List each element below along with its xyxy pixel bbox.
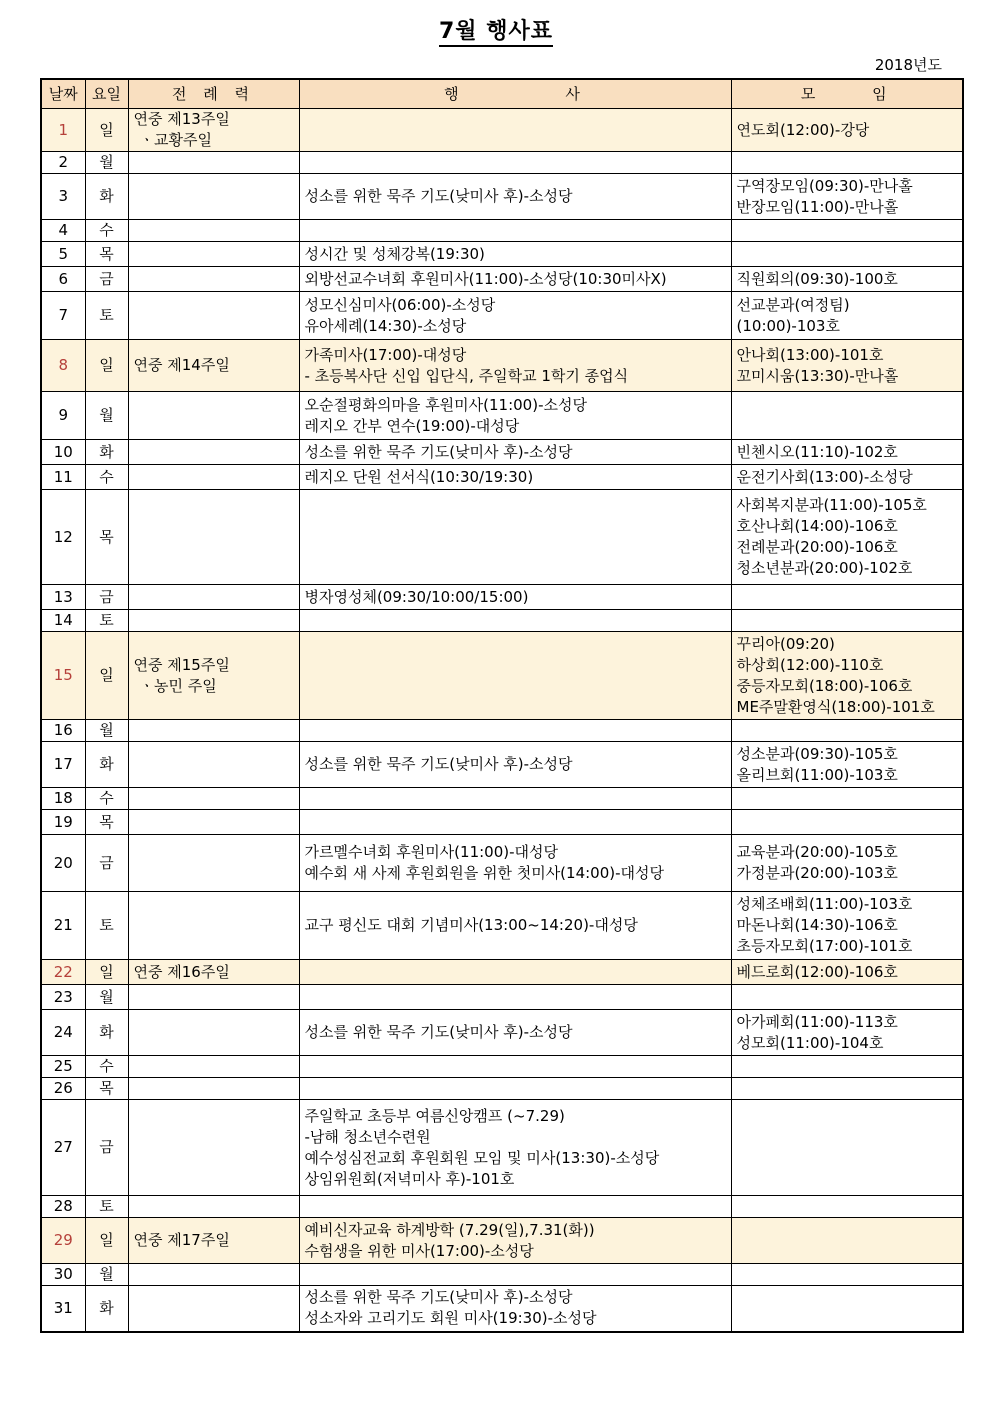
events-cell [299, 632, 731, 720]
table-row [41, 1196, 963, 1218]
day-cell: 월 [85, 985, 128, 1010]
date-cell: 6 [41, 267, 85, 292]
date-cell: 19 [41, 810, 85, 835]
events-cell [299, 292, 731, 340]
liturgy-cell [128, 632, 299, 720]
meetings-cell [731, 720, 963, 742]
date-cell: 4 [41, 220, 85, 242]
date-cell: 31 [41, 1286, 85, 1332]
events-cell [299, 242, 731, 267]
table-row [41, 610, 963, 632]
events-line: 주일학교 초등부 여름신앙캠프 (~7.29) [304, 1106, 565, 1125]
meetings-cell [731, 465, 963, 490]
table-row [41, 632, 963, 720]
date-cell: 25 [41, 1056, 85, 1078]
events-cell [299, 892, 731, 960]
liturgy-cell [128, 1196, 299, 1218]
events-cell [299, 1196, 731, 1218]
liturgy-cell [128, 1100, 299, 1196]
meetings-line: 빈첸시오(11:10)-102호 [736, 442, 898, 461]
date-cell: 29 [41, 1218, 85, 1264]
events-line: 성소를 위한 묵주 기도(낮미사 후)-소성당 [304, 755, 573, 773]
date-cell: 18 [41, 788, 85, 810]
table-row [41, 152, 963, 174]
meetings-line: 초등자모회(17:00)-101호 [736, 937, 913, 955]
day-cell: 금 [85, 1100, 128, 1196]
table-header-row [41, 79, 963, 109]
meetings-cell [731, 174, 963, 220]
events-line: 성소를 위한 묵주 기도(낮미사 후)-소성당 [304, 1288, 573, 1307]
meetings-line: 베드로회(12:00)-106호 [736, 962, 898, 981]
header-liturgy: 전 례 력 [128, 79, 299, 109]
events-line: 예수회 새 사제 후원회원을 위한 첫미사(14:00)-대성당 [304, 864, 664, 882]
day-cell: 수 [85, 1056, 128, 1078]
date-cell: 13 [41, 585, 85, 610]
meetings-line: 성체조배회(11:00)-103호 [736, 895, 913, 913]
liturgy-cell [128, 267, 299, 292]
meetings-cell [731, 1100, 963, 1196]
table-row [41, 340, 963, 392]
day-cell: 일 [85, 340, 128, 392]
date-cell: 22 [41, 960, 85, 985]
meetings-line: 성모회(11:00)-104호 [736, 1033, 884, 1052]
meetings-line: 중등자모회(18:00)-106호 [736, 676, 913, 695]
meetings-cell [731, 985, 963, 1010]
liturgy-cell [128, 220, 299, 242]
header-day: 요일 [85, 79, 128, 109]
liturgy-cell [128, 742, 299, 788]
meetings-cell [731, 892, 963, 960]
day-cell: 수 [85, 788, 128, 810]
date-cell: 21 [41, 892, 85, 960]
events-cell [299, 610, 731, 632]
table-row [41, 892, 963, 960]
meetings-cell [731, 632, 963, 720]
date-cell: 24 [41, 1010, 85, 1056]
events-cell [299, 152, 731, 174]
date-cell: 26 [41, 1078, 85, 1100]
table-row [41, 292, 963, 340]
meetings-line: 반장모임(11:00)-만나홀 [736, 197, 899, 216]
meetings-cell [731, 392, 963, 440]
events-line: 예수성심전교회 후원회원 모임 및 미사(13:30)-소성당 [304, 1148, 660, 1167]
events-cell [299, 742, 731, 788]
date-cell: 2 [41, 152, 85, 174]
table-row [41, 490, 963, 585]
table-row [41, 788, 963, 810]
meetings-line: 마돈나회(14:30)-106호 [736, 916, 898, 934]
table-row [41, 267, 963, 292]
meetings-cell [731, 440, 963, 465]
events-line: 가르멜수녀회 후원미사(11:00)-대성당 [304, 843, 558, 861]
meetings-line: 안나회(13:00)-101호 [736, 345, 884, 364]
day-cell: 수 [85, 465, 128, 490]
meetings-cell [731, 490, 963, 585]
liturgy-cell [128, 242, 299, 267]
liturgy-cell [128, 465, 299, 490]
events-line: 성소를 위한 묵주 기도(낮미사 후)-소성당 [304, 442, 573, 461]
liturgy-cell [128, 835, 299, 892]
date-cell: 16 [41, 720, 85, 742]
liturgy-cell [128, 1056, 299, 1078]
liturgy-cell [128, 810, 299, 835]
events-cell [299, 392, 731, 440]
meetings-line: 청소년분과(20:00)-102호 [736, 559, 913, 577]
events-cell [299, 1264, 731, 1286]
meetings-line: 선교분과(여정팀) [736, 295, 850, 314]
liturgy-cell [128, 1010, 299, 1056]
meetings-cell [731, 1264, 963, 1286]
header-events: 행 사 [299, 79, 731, 109]
meetings-cell [731, 292, 963, 340]
meetings-cell [731, 1056, 963, 1078]
events-cell [299, 1218, 731, 1264]
day-cell: 목 [85, 242, 128, 267]
table-row [41, 1286, 963, 1332]
date-cell: 8 [41, 340, 85, 392]
meetings-line: 꼬미시움(13:30)-만나홀 [736, 366, 899, 385]
date-cell: 28 [41, 1196, 85, 1218]
liturgy-cell [128, 1286, 299, 1332]
day-cell: 토 [85, 610, 128, 632]
date-cell: 11 [41, 465, 85, 490]
liturgy-line: 연중 제14주일 [133, 356, 230, 374]
events-line: 성소를 위한 묵주 기도(낮미사 후)-소성당 [304, 187, 573, 205]
meetings-cell [731, 1218, 963, 1264]
meetings-cell [731, 109, 963, 152]
table-row [41, 985, 963, 1010]
schedule-table [40, 78, 964, 1333]
table-row [41, 720, 963, 742]
meetings-cell [731, 1286, 963, 1332]
meetings-cell [731, 960, 963, 985]
meetings-cell [731, 1010, 963, 1056]
liturgy-cell [128, 109, 299, 152]
events-line: 가족미사(17:00)-대성당 [304, 345, 467, 364]
events-line: 상임위원회(저녁미사 후)-101호 [304, 1169, 515, 1188]
day-cell: 토 [85, 892, 128, 960]
day-cell: 월 [85, 1264, 128, 1286]
meetings-line: 하상회(12:00)-110호 [736, 655, 884, 674]
events-cell [299, 109, 731, 152]
events-cell [299, 465, 731, 490]
day-cell: 토 [85, 292, 128, 340]
liturgy-line: ㆍ교황주일 [139, 131, 212, 149]
table-row [41, 835, 963, 892]
table-row [41, 174, 963, 220]
meetings-line: 아가페회(11:00)-113호 [736, 1012, 898, 1031]
events-cell [299, 340, 731, 392]
liturgy-cell [128, 960, 299, 985]
day-cell: 수 [85, 220, 128, 242]
day-cell: 목 [85, 490, 128, 585]
meetings-cell [731, 1196, 963, 1218]
liturgy-line: 연중 제16주일 [133, 962, 230, 981]
table-row [41, 440, 963, 465]
events-line: 레지오 간부 연수(19:00)-대성당 [304, 416, 520, 435]
table-row [41, 1100, 963, 1196]
meetings-line: ME주말환영식(18:00)-101호 [736, 697, 935, 716]
events-cell [299, 174, 731, 220]
table-row [41, 960, 963, 985]
events-line: 성소를 위한 묵주 기도(낮미사 후)-소성당 [304, 1023, 573, 1041]
day-cell: 금 [85, 585, 128, 610]
meetings-line: 성소분과(09:30)-105호 [736, 744, 898, 763]
events-line: 오순절평화의마을 후원미사(11:00)-소성당 [304, 395, 587, 414]
events-line: - 초등복사단 신입 입단식, 주일학교 1학기 종업식 [304, 366, 629, 385]
day-cell: 월 [85, 720, 128, 742]
events-line: 성소자와 고리기도 회원 미사(19:30)-소성당 [304, 1309, 597, 1328]
day-cell: 화 [85, 742, 128, 788]
events-cell [299, 267, 731, 292]
header-date: 날짜 [41, 79, 85, 109]
year-label: 2018년도 [874, 56, 942, 74]
table-row [41, 109, 963, 152]
events-line: 레지오 단원 선서식(10:30/19:30) [304, 467, 534, 486]
day-cell: 목 [85, 810, 128, 835]
events-line: 예비신자교육 하계방학 (7.29(일),7.31(화)) [304, 1220, 595, 1239]
day-cell: 일 [85, 632, 128, 720]
meetings-cell [731, 835, 963, 892]
meetings-cell [731, 340, 963, 392]
date-cell: 10 [41, 440, 85, 465]
table-row [41, 242, 963, 267]
table-row [41, 392, 963, 440]
events-cell [299, 440, 731, 465]
date-cell: 7 [41, 292, 85, 340]
header-meetings: 모 임 [731, 79, 963, 109]
date-cell: 3 [41, 174, 85, 220]
meetings-cell [731, 242, 963, 267]
date-cell: 17 [41, 742, 85, 788]
events-cell [299, 490, 731, 585]
liturgy-cell [128, 152, 299, 174]
events-cell [299, 835, 731, 892]
table-row [41, 742, 963, 788]
events-cell [299, 720, 731, 742]
day-cell: 월 [85, 152, 128, 174]
liturgy-cell [128, 985, 299, 1010]
events-line: 교구 평신도 대회 기념미사(13:00~14:20)-대성당 [304, 916, 638, 934]
meetings-line: 호산나회(14:00)-106호 [736, 517, 898, 535]
events-cell [299, 585, 731, 610]
meetings-cell [731, 788, 963, 810]
table-row [41, 1010, 963, 1056]
events-cell [299, 1078, 731, 1100]
meetings-line: 교육분과(20:00)-105호 [736, 843, 898, 861]
day-cell: 월 [85, 392, 128, 440]
day-cell: 화 [85, 440, 128, 465]
meetings-cell [731, 810, 963, 835]
meetings-line: 전례분과(20:00)-106호 [736, 538, 898, 556]
events-cell [299, 220, 731, 242]
events-line: 외방선교수녀회 후원미사(11:00)-소성당(10:30미사X) [304, 269, 667, 288]
events-line: 성모신심미사(06:00)-소성당 [304, 295, 496, 314]
liturgy-cell [128, 292, 299, 340]
date-cell: 12 [41, 490, 85, 585]
events-line: 병자영성체(09:30/10:00/15:00) [304, 587, 529, 606]
day-cell: 금 [85, 835, 128, 892]
meetings-line: 올리브회(11:00)-103호 [736, 765, 898, 784]
date-cell: 5 [41, 242, 85, 267]
liturgy-line: 연중 제13주일 [133, 110, 230, 128]
events-cell [299, 788, 731, 810]
liturgy-cell [128, 1078, 299, 1100]
meetings-cell [731, 585, 963, 610]
liturgy-cell [128, 788, 299, 810]
events-line: -남해 청소년수련원 [304, 1127, 431, 1146]
meetings-cell [731, 610, 963, 632]
day-cell: 일 [85, 1218, 128, 1264]
liturgy-cell [128, 490, 299, 585]
liturgy-cell [128, 892, 299, 960]
day-cell: 화 [85, 1286, 128, 1332]
events-cell [299, 810, 731, 835]
liturgy-cell [128, 340, 299, 392]
liturgy-cell [128, 1218, 299, 1264]
events-cell [299, 1100, 731, 1196]
events-cell [299, 960, 731, 985]
table-row [41, 1218, 963, 1264]
table-row [41, 1056, 963, 1078]
table-row [41, 220, 963, 242]
liturgy-cell [128, 720, 299, 742]
liturgy-cell [128, 440, 299, 465]
meetings-cell [731, 1078, 963, 1100]
liturgy-cell [128, 1264, 299, 1286]
day-cell: 금 [85, 267, 128, 292]
liturgy-cell [128, 392, 299, 440]
meetings-cell [731, 742, 963, 788]
meetings-line: 꾸리아(09:20) [736, 634, 835, 653]
meetings-line: 구역장모임(09:30)-만나홀 [736, 176, 913, 195]
day-cell: 일 [85, 960, 128, 985]
events-cell [299, 1286, 731, 1332]
date-cell: 23 [41, 985, 85, 1010]
table-row [41, 810, 963, 835]
day-cell: 목 [85, 1078, 128, 1100]
meetings-line: 운전기사회(13:00)-소성당 [736, 467, 913, 486]
table-row [41, 585, 963, 610]
liturgy-cell [128, 174, 299, 220]
liturgy-line: 연중 제17주일 [133, 1231, 230, 1249]
events-cell [299, 985, 731, 1010]
events-line: 유아세례(14:30)-소성당 [304, 316, 467, 335]
liturgy-cell [128, 610, 299, 632]
date-cell: 15 [41, 632, 85, 720]
date-cell: 9 [41, 392, 85, 440]
meetings-line: (10:00)-103호 [736, 316, 840, 335]
date-cell: 1 [41, 109, 85, 152]
date-cell: 27 [41, 1100, 85, 1196]
table-row [41, 465, 963, 490]
events-line: 성시간 및 성체강복(19:30) [304, 244, 485, 263]
liturgy-cell [128, 585, 299, 610]
meetings-line: 연도회(12:00)-강당 [736, 120, 870, 139]
meetings-line: 직원회의(09:30)-100호 [736, 269, 898, 288]
day-cell: 일 [85, 109, 128, 152]
table-row [41, 1078, 963, 1100]
liturgy-line: ㆍ농민 주일 [139, 676, 217, 695]
meetings-cell [731, 220, 963, 242]
meetings-cell [731, 267, 963, 292]
page-title-text: 7월 행사표 [439, 19, 553, 47]
date-cell: 30 [41, 1264, 85, 1286]
meetings-cell [731, 152, 963, 174]
meetings-line: 사회복지분과(11:00)-105호 [736, 496, 927, 514]
liturgy-line: 연중 제15주일 [133, 655, 230, 674]
events-cell [299, 1056, 731, 1078]
day-cell: 화 [85, 174, 128, 220]
table-row [41, 1264, 963, 1286]
events-line: 수험생을 위한 미사(17:00)-소성당 [304, 1241, 534, 1260]
events-cell [299, 1010, 731, 1056]
day-cell: 화 [85, 1010, 128, 1056]
day-cell: 토 [85, 1196, 128, 1218]
page-title [0, 14, 992, 45]
meetings-line: 가정분과(20:00)-103호 [736, 864, 898, 882]
date-cell: 20 [41, 835, 85, 892]
date-cell: 14 [41, 610, 85, 632]
